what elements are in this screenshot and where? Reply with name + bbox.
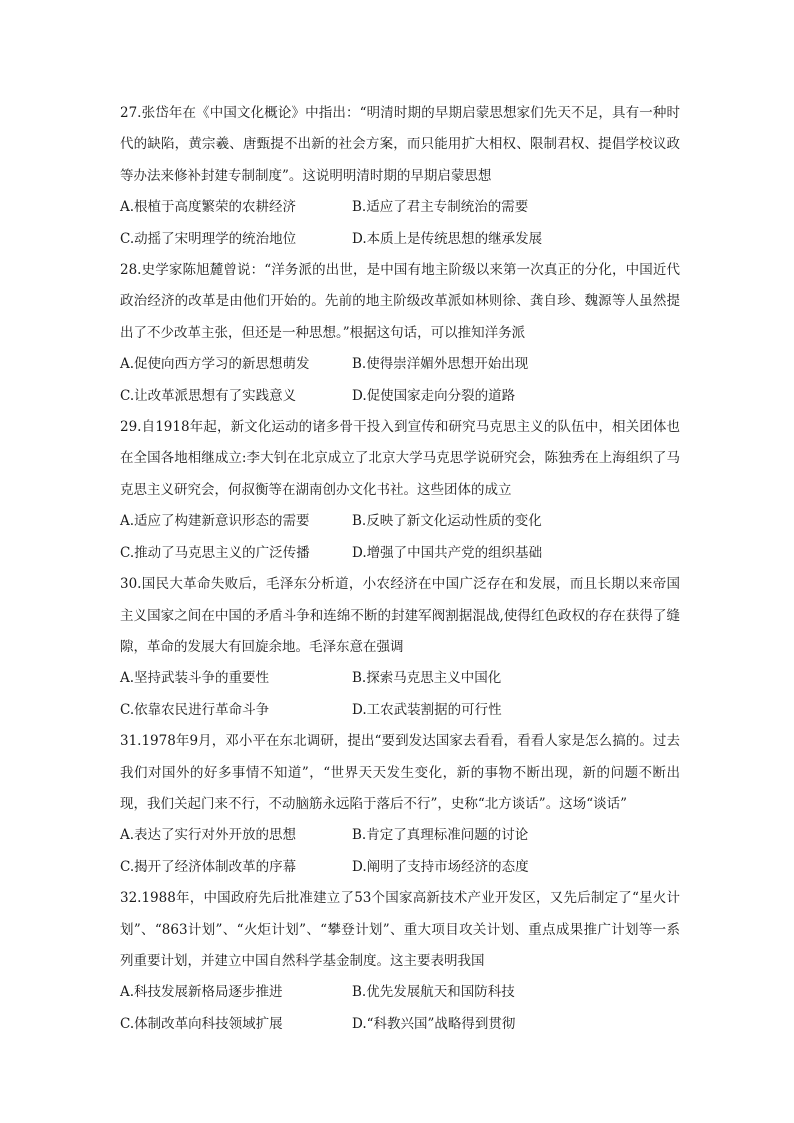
options-row bbox=[120, 349, 680, 380]
option-a[interactable]: A.坚持武装斗争的重要性 bbox=[120, 670, 270, 687]
option-c[interactable]: C.体制改革向科技领域扩展 bbox=[120, 1015, 283, 1032]
options-row bbox=[120, 695, 680, 726]
option-d[interactable]: D.“科教兴国”战略得到贯彻 bbox=[352, 1015, 516, 1032]
options-row bbox=[120, 663, 680, 694]
option-d[interactable]: D.工农武装割据的可行性 bbox=[352, 701, 502, 718]
option-d[interactable]: D.促使国家走向分裂的道路 bbox=[352, 387, 516, 404]
question-list bbox=[120, 98, 680, 1040]
options-row bbox=[120, 820, 680, 851]
options-row bbox=[120, 1009, 680, 1040]
option-a[interactable]: A.科技发展新格局逐步推进 bbox=[120, 984, 283, 1001]
question-stem: 31.1978年9月，邓小平在东北调研，提出“要到发达国家去看看，看看人家是怎么搞的。过去我们对国外的好多事情不知道”，“世界天天发生变化，新的事物不断出现，新的问题不断出现，我们关起门来不行，不动脑筋永远陷于落后不行”，史称“北方谈话”。这场“谈话” bbox=[120, 733, 680, 812]
option-c[interactable]: C.动摇了宋明理学的统治地位 bbox=[120, 230, 297, 247]
option-c[interactable]: C.揭开了经济体制改革的序幕 bbox=[120, 858, 297, 875]
question-stem: 29.自1918年起，新文化运动的诸多骨干投入到宣传和研究马克思主义的队伍中，相关团体也在全国各地相继成立:李大钊在北京成立了北京大学马克思学说研究会，陈独秀在上海组织了马克思主义研究会，何叔衡等在湖南创办文化书社。这些团体的成立 bbox=[120, 419, 680, 498]
options-row bbox=[120, 224, 680, 255]
question-stem: 27.张岱年在《中国文化概论》中指出：“明清时期的早期启蒙思想家们先天不足，具有一种时代的缺陷，黄宗羲、唐甄提不出新的社会方案，而只能用扩大相权、限制君权、提倡学校议政等办法来修补封建专制制度”。这说明明清时期的早期启蒙思想 bbox=[120, 105, 680, 184]
options-row bbox=[120, 977, 680, 1008]
question-stem: 28.史学家陈旭麓曾说：“洋务派的出世，是中国有地主阶级以来第一次真正的分化，中国近代政治经济的改革是由他们开始的。先前的地主阶级改革派如林则徐、龚自珍、魏源等人虽然提出了不少改革主张，但还是一种思想。”根据这句话，可以推知洋务派 bbox=[120, 262, 680, 341]
option-a[interactable]: A.适应了构建新意识形态的需要 bbox=[120, 513, 310, 530]
options-row bbox=[120, 538, 680, 569]
option-b[interactable]: B.肯定了真理标准问题的讨论 bbox=[352, 827, 529, 844]
options-row bbox=[120, 192, 680, 223]
question-stem: 30.国民大革命失败后，毛泽东分析道，小农经济在中国广泛存在和发展，而且长期以来帝国主义国家之间在中国的矛盾斗争和连绵不断的封建军阀割据混战,使得红色政权的存在获得了缝隙，革命的发展大有回旋余地。毛泽东意在强调 bbox=[120, 576, 680, 655]
options-row bbox=[120, 852, 680, 883]
option-b[interactable]: B.使得崇洋媚外思想开始出现 bbox=[352, 356, 529, 373]
question-30 bbox=[120, 569, 680, 726]
option-c[interactable]: C.让改革派思想有了实践意义 bbox=[120, 387, 297, 404]
option-a[interactable]: A.根植于高度繁荣的农耕经济 bbox=[120, 199, 297, 216]
option-b[interactable]: B.探索马克思主义中国化 bbox=[352, 670, 502, 687]
option-c[interactable]: C.依靠农民进行革命斗争 bbox=[120, 701, 270, 718]
option-b[interactable]: B.适应了君主专制统治的需要 bbox=[352, 199, 529, 216]
question-28 bbox=[120, 255, 680, 412]
question-29 bbox=[120, 412, 680, 569]
options-row bbox=[120, 506, 680, 537]
option-a[interactable]: A.促使向西方学习的新思想萌发 bbox=[120, 356, 310, 373]
option-a[interactable]: A.表达了实行对外开放的思想 bbox=[120, 827, 297, 844]
option-b[interactable]: B.反映了新文化运动性质的变化 bbox=[352, 513, 542, 530]
option-b[interactable]: B.优先发展航天和国防科技 bbox=[352, 984, 515, 1001]
question-stem: 32.1988年，中国政府先后批准建立了53个国家高新技术产业开发区，又先后制定了“星火计划”、“863计划”、“火炬计划”、“攀登计划”、重大项目攻关计划、重点成果推广计划等一系列重要计划，并建立中国自然科学基金制度。这主要表明我国 bbox=[120, 890, 680, 969]
option-c[interactable]: C.推动了马克思主义的广泛传播 bbox=[120, 544, 310, 561]
options-row bbox=[120, 381, 680, 412]
option-d[interactable]: D.增强了中国共产党的组织基础 bbox=[352, 544, 543, 561]
option-d[interactable]: D.本质上是传统思想的继承发展 bbox=[352, 230, 543, 247]
question-32 bbox=[120, 883, 680, 1040]
option-d[interactable]: D.阐明了支持市场经济的态度 bbox=[352, 858, 529, 875]
question-27 bbox=[120, 98, 680, 255]
question-31 bbox=[120, 726, 680, 883]
